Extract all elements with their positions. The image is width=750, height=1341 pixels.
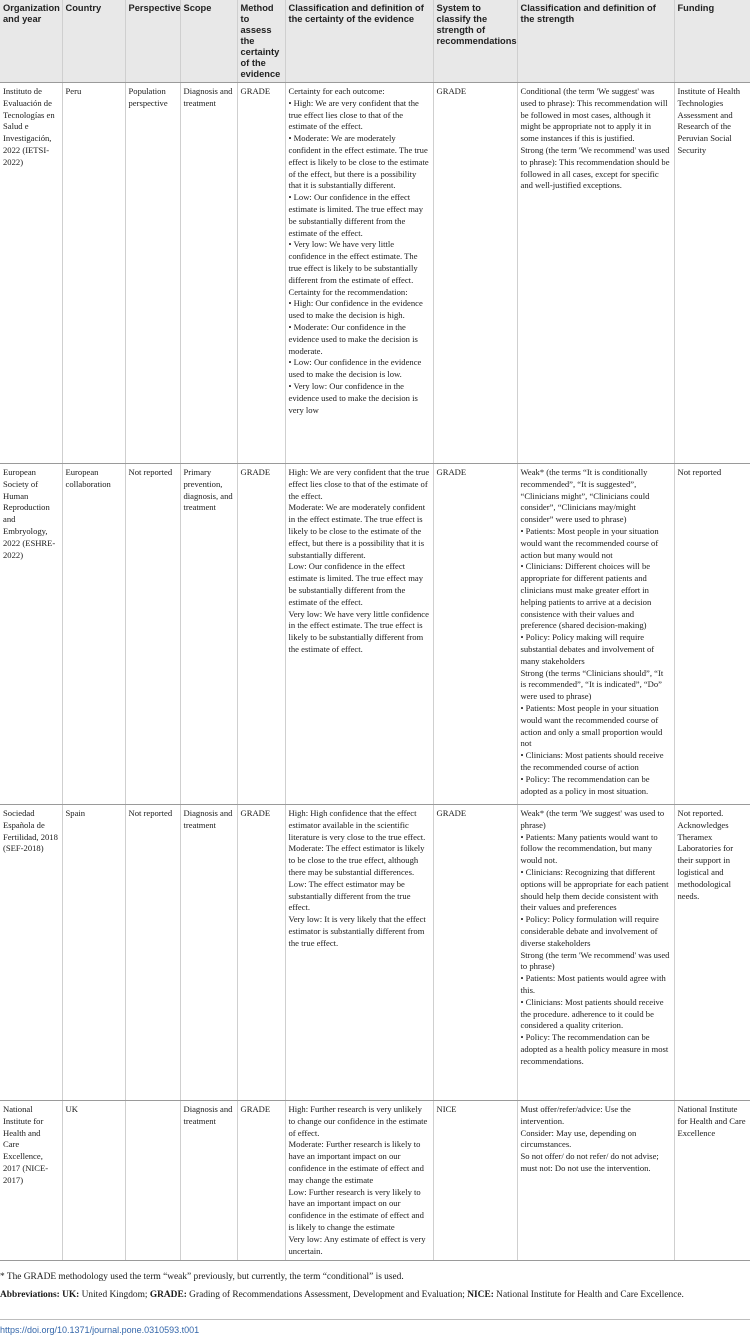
certainty-line: High: High confidence that the effect estimator available in the scientific literature is very close to the true effect. (288, 808, 426, 842)
cell-scope: Primary prevention, diagnosis, and treatment (180, 464, 237, 805)
certainty-line: Very low: It is very likely that the effect estimator is substantially different from the true effect. (288, 914, 426, 948)
cell-method: GRADE (237, 1101, 285, 1261)
doi-link[interactable]: https://doi.org/10.1371/journal.pone.0310593.t001 (0, 1325, 200, 1335)
column-header: Scope (180, 0, 237, 83)
strength-line: • Clinicians: Most patients should receive the procedure. adherence to it could be considered a quality criterion. (520, 996, 664, 1031)
abbreviation-term: UK: (62, 1290, 80, 1300)
cell-system: GRADE (433, 805, 517, 1101)
certainty-line: • Moderate: We are moderately confident in the effect estimate. The true effect is likely to be close to the estimate of the effect, but there is a possibility that it is substantially different. (288, 133, 429, 191)
table-footnotes (0, 1271, 750, 1302)
strength-line: Weak* (the terms “It is conditionally recommended”, “It is suggested”, “Clinicians might”, “Clinicians could consider”, “Clinicians may/might consider” were used to phrase) (520, 467, 650, 525)
cell-method: GRADE (237, 83, 285, 464)
abbreviation-definition: United Kingdom; (79, 1290, 150, 1300)
column-header: Country (62, 0, 125, 83)
cell-system: NICE (433, 1101, 517, 1261)
abbreviation-definition: Grading of Recommendations Assessment, Development and Evaluation; (186, 1290, 468, 1300)
strength-line: • Policy: Policy formulation will require considerable debate and involvement of diverse stakeholders (520, 914, 659, 948)
column-header: Classification and definition of the strength (517, 0, 674, 83)
cell-perspective: Not reported (125, 464, 180, 805)
strength-line: • Patients: Most people in your situation would want the recommended course of action but many would not (520, 525, 659, 560)
cell-scope: Diagnosis and treatment (180, 83, 237, 464)
abbreviations-label: Abbreviations: (0, 1290, 60, 1300)
strength-line: Conditional (the term 'We suggest' was used to phrase): This recommendation will be followed in most cases, although it might be appropriate not to apply it in some instances if this is justified. (520, 86, 668, 144)
certainty-line: Moderate: We are moderately confident in the effect estimate. The true effect is likely to be close to the estimate of the effect, but there is a possibility that it is substantially different. (288, 502, 426, 560)
strength-line: So not offer/ do not refer/ do not advise; must not: Do not use the intervention. (520, 1151, 659, 1173)
certainty-line: • Very low: Our confidence in the evidence used to make the decision is very low (288, 380, 418, 415)
certainty-line: Certainty for each outcome: (288, 86, 385, 96)
cell-certainty (285, 805, 433, 1101)
table-row (0, 83, 750, 464)
cell-strength (517, 805, 674, 1101)
column-header: Classification and definition of the certainty of the evidence (285, 0, 433, 83)
strength-line: Strong (the term 'We recommend' was used to phrase): This recommendation should be followed in all cases, except for specific and well-justified exceptions. (520, 144, 670, 191)
cell-scope: Diagnosis and treatment (180, 1101, 237, 1261)
strength-line: • Policy: The recommendation can be adopted as a policy in most situation. (520, 773, 650, 796)
table-row (0, 805, 750, 1101)
strength-line: • Patients: Many patients would want to follow the recommendation, but many would not. (520, 831, 658, 866)
strength-line: Weak* (the term 'We suggest' was used to phrase) (520, 808, 665, 830)
cell-funding: Not reported (674, 464, 750, 805)
cell-perspective: Not reported (125, 805, 180, 1101)
cell-country: European collaboration (62, 464, 125, 805)
column-header: Method to assess the certainty of the evidence (237, 0, 285, 83)
cell-organization: European Society of Human Reproduction and Embryology, 2022 (ESHRE-2022) (0, 464, 62, 805)
strength-line: • Policy: Policy making will require substantial debates and involvement of many stakeholders (520, 632, 655, 666)
certainty-line: • Low: Our confidence in the evidence used to make the decision is low. (288, 357, 422, 380)
strength-line: • Patients: Most patients would agree with this. (520, 973, 666, 995)
column-header: Organization and year (0, 0, 62, 83)
certainty-line: Very low: We have very little confidence in the effect estimate. The true effect is likely to be substantially different from the estimate of effect. (288, 608, 429, 654)
certainty-line: • High: We are very confident that the true effect lies close to that of the estimate of the effect. (288, 97, 419, 132)
cell-organization: Instituto de Evaluación de Tecnologías en Salud e Investigación, 2022 (IETSI-2022) (0, 83, 62, 464)
cell-organization: Sociedad Española de Fertilidad, 2018 (SEF-2018) (0, 805, 62, 1101)
certainty-line: High: We are very confident that the true effect lies close to that of the estimate of the effect. (288, 467, 430, 501)
cell-certainty (285, 1101, 433, 1261)
cell-country: Peru (62, 83, 125, 464)
strength-line: • Patients: Most people in your situation would want the recommended course of action and only a small proportion would not (520, 702, 663, 749)
cell-strength (517, 464, 674, 805)
cell-system: GRADE (433, 464, 517, 805)
cell-perspective (125, 1101, 180, 1261)
certainty-line: • Moderate: Our confidence in the evidence used to make the decision is moderate. (288, 321, 418, 356)
cell-strength (517, 83, 674, 464)
strength-line: • Clinicians: Recognizing that different options will be appropriate for each patient should help them decide consistent with their values and preferences (520, 866, 669, 913)
cell-method: GRADE (237, 805, 285, 1101)
cell-strength (517, 1101, 674, 1261)
strength-line: Consider: May use, depending on circumstances. (520, 1127, 637, 1150)
cell-organization: National Institute for Health and Care Excellence, 2017 (NICE-2017) (0, 1101, 62, 1261)
table-row (0, 464, 750, 805)
cell-scope: Diagnosis and treatment (180, 805, 237, 1101)
certainty-line: Low: Further research is very likely to have an important impact on our confidence in the estimate of effect and is likely to change the estimate (288, 1186, 424, 1232)
abbreviation-definition: National Institute for Health and Care Excellence. (493, 1290, 684, 1300)
certainty-line: Moderate: The effect estimator is likely to be close to the true effect, although there may be substantial differences. (288, 843, 425, 877)
certainty-line: Certainty for the recommendation: (288, 286, 408, 297)
strength-line: Strong (the term 'We recommend' was used to phrase) (520, 949, 670, 972)
cell-funding: Not reported. Acknowledges Theramex Laboratories for their support in logistical and methodological needs. (674, 805, 750, 1101)
certainty-line: Moderate: Further research is likely to have an important impact on our confidence in the estimate of effect and may change the estimate (288, 1139, 424, 1185)
certainty-line: High: Further research is very unlikely to change our confidence in the estimate of effect. (288, 1104, 428, 1138)
abbreviations-footnote (0, 1289, 750, 1302)
cell-system: GRADE (433, 83, 517, 464)
abbreviation-term: NICE: (467, 1290, 494, 1300)
certainty-line: Very low: Any estimate of effect is very uncertain. (288, 1233, 426, 1256)
column-header: System to classify the strength of recommendations (433, 0, 517, 83)
strength-line: Must offer/refer/advice: Use the intervention. (520, 1104, 631, 1126)
certainty-line: Low: Our confidence in the effect estimate is limited. The true effect may be substantially different from the estimate of the effect. (288, 561, 424, 607)
cell-country: UK (62, 1101, 125, 1261)
cell-certainty (285, 464, 433, 805)
footer-divider (0, 1319, 750, 1320)
cell-country: Spain (62, 805, 125, 1101)
strength-line: • Clinicians: Most patients should receive the recommended course of action (520, 750, 664, 772)
table-header-row (0, 0, 750, 83)
cell-perspective: Population perspective (125, 83, 180, 464)
certainty-line: Low: The effect estimator may be substantially different from the true effect. (288, 878, 411, 913)
footnote-weak-term: * The GRADE methodology used the term “weak” previously, but currently, the term “conditional” is used. (0, 1272, 404, 1282)
certainty-line: • Very low: We have very little confidence in the effect estimate. The true effect is likely to be substantially different from the estimate of effect. (288, 239, 418, 285)
certainty-line: • High: Our confidence in the evidence used to make the decision is high. (288, 298, 423, 321)
cell-funding: National Institute for Health and Care Excellence (674, 1101, 750, 1261)
table-row (0, 1101, 750, 1261)
cell-funding: Institute of Health Technologies Assessment and Research of the Peruvian Social Security (674, 83, 750, 464)
column-header: Funding (674, 0, 750, 83)
abbreviation-term: GRADE: (149, 1290, 187, 1300)
cell-certainty (285, 83, 433, 464)
strength-line: Strong (the terms “Clinicians should”, “It is recommended”, “It is indicated”, “Do” were used to phrase) (520, 667, 664, 702)
strength-line: • Clinicians: Different choices will be appropriate for different patients and clinicians must make greater effort in helping patients to arrive at a decision consistence with their values and preference (shared decision-making) (520, 561, 652, 631)
cell-method: GRADE (237, 464, 285, 805)
strength-line: • Policy: The recommendation can be adopted as a health policy measure in most recommendations. (520, 1032, 669, 1066)
column-header: Perspective (125, 0, 180, 83)
certainty-line: • Low: Our confidence in the effect estimate is limited. The true effect may be substantially different from the estimate of the effect. (288, 192, 424, 238)
